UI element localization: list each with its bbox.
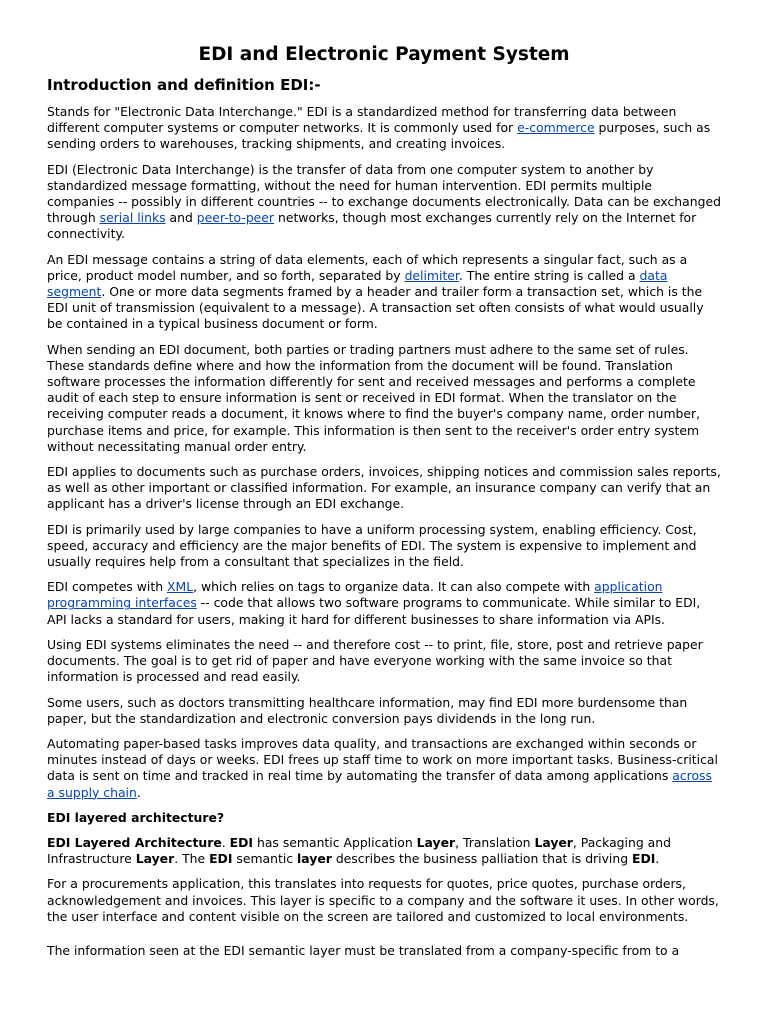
- section-heading-layered-architecture: EDI layered architecture?: [47, 809, 225, 825]
- paragraph-3: An EDI message contains a string of data elements, each of which represents a singular fact, such as a price, product model number, and so forth, separated by delimiter. The entire string is called a data segment. One or more data segments framed by a header and trailer form a transaction set, which is the EDI unit of transmission (equivalent to a message). A transaction set often consists of what would usually be contained in a typical business document or form.: [47, 251, 704, 332]
- paragraph-10: Automating paper-based tasks improves data quality, and transactions are exchanged within seconds or minutes instead of days or weeks. EDI frees up staff time to work on more important tasks. Business-critical data is sent on time and tracked in real time by automating the transfer of data among applications across a supply chain.: [47, 735, 718, 800]
- document-body: [47, 104, 721, 968]
- paragraph-13: The information seen at the EDI semantic layer must be translated from a company-specific from to a: [47, 942, 680, 958]
- link-data-segment[interactable]: data segment: [47, 267, 668, 300]
- paragraph-2: EDI (Electronic Data Interchange) is the transfer of data from one computer system to another by standardized message formatting, without the need for human intervention. EDI permits multiple companies -- possibly in different countries -- to exchange documents electronically. Data can be exchanged through serial links and peer-to-peer networks, though most exchanges currently rely on the Internet for connectivity.: [47, 161, 721, 242]
- link-xml[interactable]: XML: [167, 579, 194, 595]
- paragraph-12: For a procurements application, this translates into requests for quotes, price quotes, purchase orders, acknowledgement and invoices. This layer is specific to a company and the software it uses. In other words, the user interface and content visible on the screen are tailored and customized to local environments.: [47, 876, 719, 924]
- link-application-programming-interfaces[interactable]: application programming interfaces: [47, 579, 663, 611]
- document-title: EDI and Electronic Payment System: [198, 44, 570, 65]
- paragraph-7: EDI competes with XML, which relies on tags to organize data. It can also compete with application programming interfaces -- code that allows two software programs to communicate. While similar to EDI, API lacks a standard for users, making it hard for different businesses to share information via APIs.: [47, 579, 701, 627]
- paragraph-6: EDI is primarily used by large companies to have a uniform processing system, enabling efficiency. Cost, speed, accuracy and efficiency are the major benefits of EDI. The system is expensive to implement and usually requires help from a consultant that specializes in the field.: [47, 521, 697, 570]
- link-serial-links[interactable]: serial links: [99, 210, 166, 226]
- paragraph-8: Using EDI systems eliminates the need -- and therefore cost -- to print, file, store, post and retrieve paper documents. The goal is to get rid of paper and have everyone working with the same invoice so that information is processed and read easily.: [47, 636, 703, 685]
- paragraph-5: EDI applies to documents such as purchase orders, invoices, shipping notices and commission sales reports, as well as other important or classified information. For example, an insurance company can verify that an applicant has a driver's license through an EDI exchange.: [47, 464, 721, 512]
- paragraph-1: Stands for "Electronic Data Interchange." EDI is a standardized method for transferring data between different computer systems or computer networks. It is commonly used for e-commerce purposes, such as sending orders to warehouses, tracking shipments, and creating invoices.: [47, 104, 711, 152]
- paragraph-4: When sending an EDI document, both parties or trading partners must adhere to the same set of rules. These standards define where and how the information from the document will be found. Translation software processes the information differently for sent and received messages and performs a complete audit of each step to ensure information is sent or received in EDI format. When the translator on the receiving computer reads a document, it knows where to find the buyer's company name, order number, purchase items and price, for example. This information is then sent to the receiver's order entry system without necessitating manual order entry.: [47, 341, 701, 454]
- section-heading-introduction: Introduction and definition EDI:-: [47, 76, 321, 94]
- link-e-commerce[interactable]: e-commerce: [517, 120, 595, 136]
- paragraph-11: EDI Layered Architecture. EDI has semantic Application Layer, Translation Layer, Packaging and Infrastructure Layer. The EDI semantic layer describes the business palliation that is driving EDI.: [47, 834, 671, 867]
- link-peer-to-peer[interactable]: peer-to-peer: [196, 210, 275, 226]
- link-delimiter[interactable]: delimiter: [404, 267, 459, 283]
- paragraph-9: Some users, such as doctors transmitting healthcare information, may find EDI more burdensome than paper, but the standardization and electronic conversion pays dividends in the long run.: [47, 694, 688, 726]
- link-across-a-supply-chain[interactable]: across a supply chain: [47, 768, 712, 800]
